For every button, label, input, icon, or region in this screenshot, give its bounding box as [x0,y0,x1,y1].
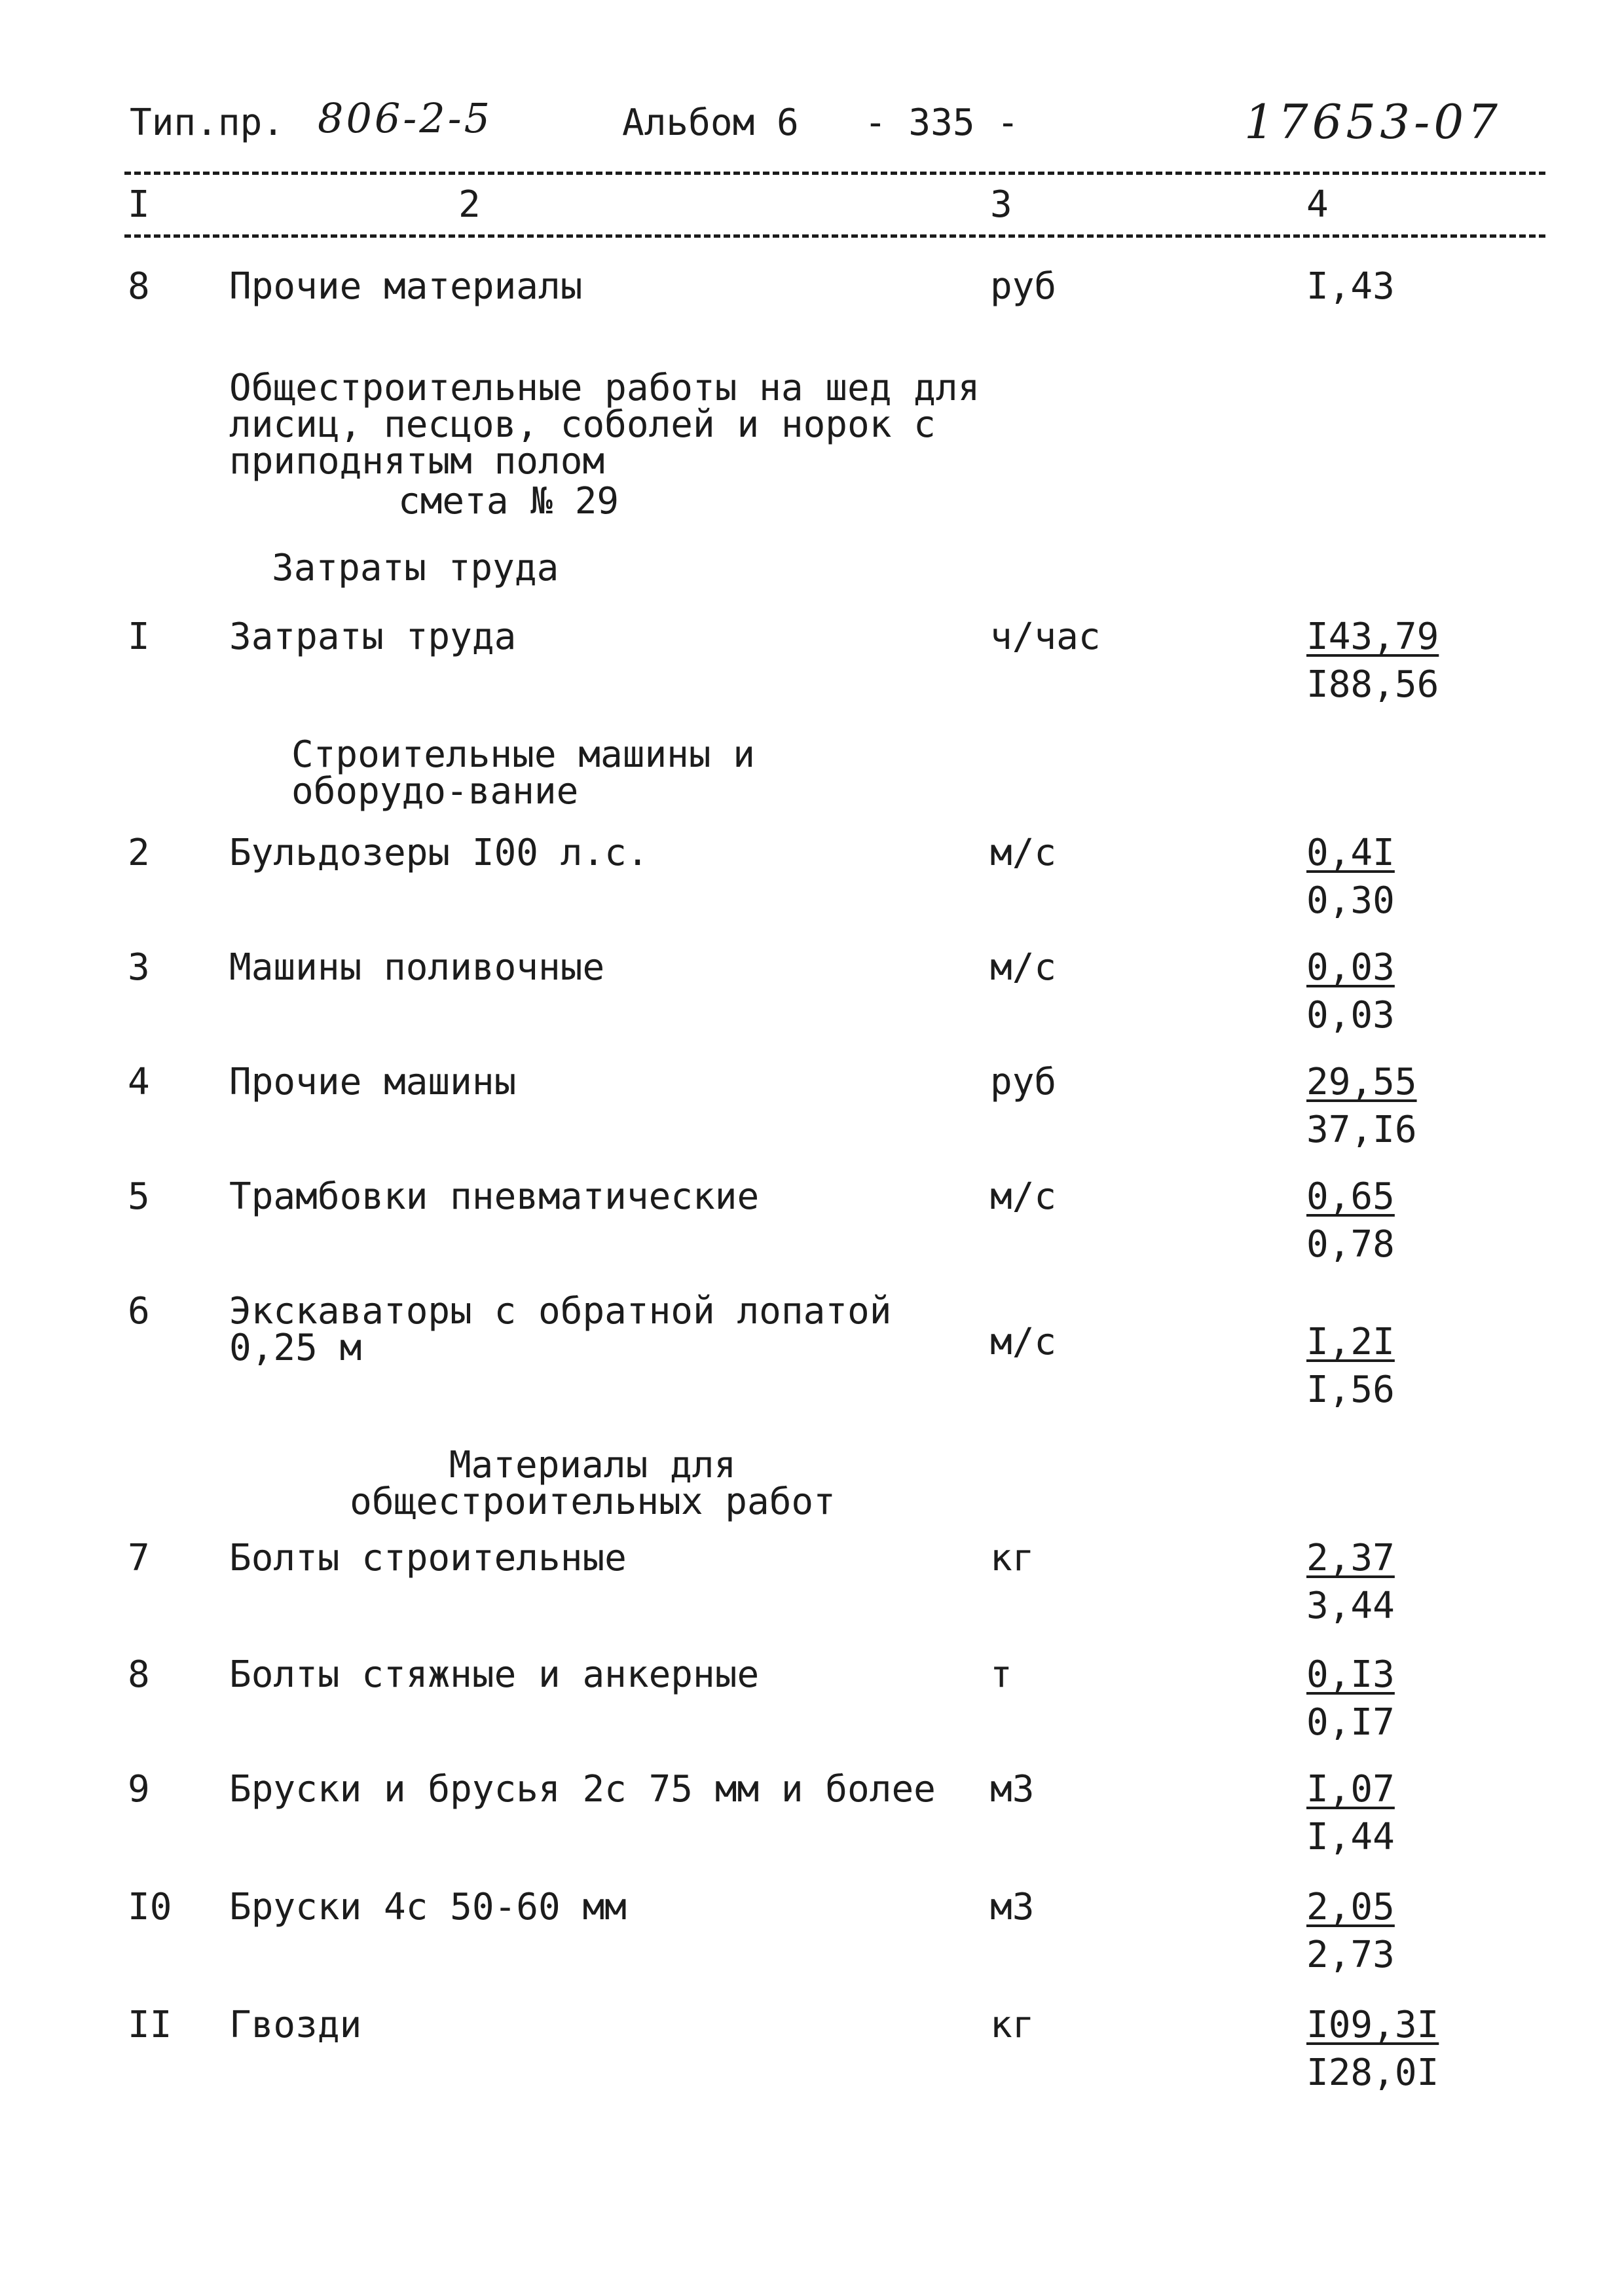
column-header-3: 3 [990,183,1012,226]
row-unit: м/с [990,832,1057,874]
row-unit: м/с [990,1175,1057,1218]
row-number: 3 [128,946,150,989]
row-unit: т [990,1653,1012,1696]
row-value-bottom: I88,56 [1306,663,1439,706]
row-name: Бруски 4с 50-60 мм [229,1886,627,1928]
row-value-top: I,2I [1306,1321,1395,1363]
row-value-bottom: 2,73 [1306,1934,1395,1976]
row-number: II [128,2004,172,2046]
row-unit: ч/час [990,616,1101,658]
row-value-top: 0,65 [1306,1175,1395,1218]
row-value-top: 29,55 [1306,1061,1417,1103]
row-name: Бульдозеры I00 л.с. [229,832,649,874]
row-number: 4 [128,1061,150,1103]
row-number: 9 [128,1768,150,1811]
row-number: 7 [128,1537,150,1579]
row-value-bottom: 37,I6 [1306,1109,1417,1151]
row-value-top: I43,79 [1306,616,1439,658]
row-name: Болты стяжные и анкерные [229,1653,760,1696]
row-value-bottom: I,56 [1306,1369,1395,1411]
row-value: I,43 [1306,265,1395,308]
row-value-top: I09,3I [1306,2004,1439,2046]
row-value-bottom: 3,44 [1306,1585,1395,1627]
column-header-1: I [128,183,150,226]
section-title: Общестроительные работы на шед для лисиц, песцов, соболей и норок с приподнятым полом [229,367,980,483]
row-value-top: 2,37 [1306,1537,1395,1579]
row-value-top: 0,03 [1306,946,1395,989]
row-unit: кг [990,2004,1035,2046]
row-value-top: 2,05 [1306,1886,1395,1928]
row-value-bottom: I28,0I [1306,2052,1439,2094]
row-value-bottom: I,44 [1306,1816,1395,1858]
row-number: I [128,616,150,658]
row-value-top: 0,4I [1306,832,1395,874]
row-value-bottom: 0,30 [1306,879,1395,922]
row-value-bottom: 0,78 [1306,1223,1395,1266]
group-heading-labor: Затраты труда [272,547,559,589]
row-value-bottom: 0,03 [1306,994,1395,1037]
row-number: I0 [128,1886,172,1928]
row-value-top: 0,I3 [1306,1653,1395,1696]
row-number: 8 [128,1653,150,1696]
row-name: Экскаваторы с обратной лопатой 0,25 м [229,1290,892,1369]
type-label: Тип.пр. [130,101,285,144]
row-unit: м3 [990,1768,1035,1811]
row-name: Прочие материалы [229,265,583,308]
row-number: 5 [128,1175,150,1218]
row-number: 8 [128,265,150,308]
row-unit: м/с [990,1321,1057,1363]
row-unit: м3 [990,1886,1035,1928]
row-name: Болты строительные [229,1537,627,1579]
project-code: 806-2-5 [318,94,493,142]
page-number: - 335 - [864,101,1020,144]
row-name: Бруски и брусья 2с 75 мм и более [229,1768,936,1811]
column-header-4: 4 [1306,183,1329,226]
column-header-2: 2 [458,183,481,226]
row-value-bottom: 0,I7 [1306,1701,1395,1744]
row-unit: руб [990,265,1057,308]
row-name: Прочие машины [229,1061,517,1103]
row-value-top: I,07 [1306,1768,1395,1811]
row-unit: м/с [990,946,1057,989]
row-number: 2 [128,832,150,874]
row-unit: кг [990,1537,1035,1579]
row-unit: руб [990,1061,1057,1103]
album-label: Альбом 6 [622,101,799,144]
row-name: Машины поливочные [229,946,605,989]
row-name: Трамбовки пневматические [229,1175,760,1218]
estimate-number: смета № 29 [398,480,619,523]
row-number: 6 [128,1290,150,1333]
group-heading-materials: Материалы для общестроительных работ [350,1444,836,1523]
header-rule-top [124,172,1545,175]
header-rule-bottom [124,234,1545,238]
group-heading-machines: Строительные машины и оборудо-вание [291,733,756,813]
row-name: Гвозди [229,2004,362,2046]
row-name: Затраты труда [229,616,517,658]
document-number: 17653-07 [1244,94,1502,149]
